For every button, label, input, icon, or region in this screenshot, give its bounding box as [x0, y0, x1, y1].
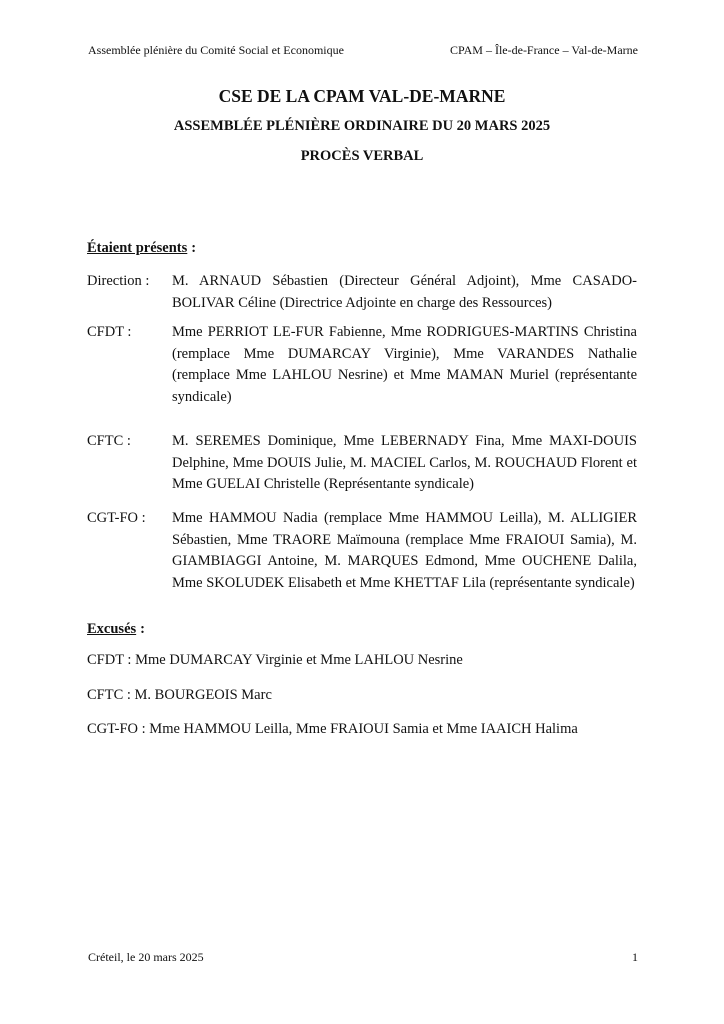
document-subtitle: ASSEMBLÉE PLÉNIÈRE ORDINAIRE DU 20 MARS 2025 — [173, 118, 551, 134]
attendee-entry-cftc — [87, 431, 637, 496]
attendee-entry-cfdt — [87, 322, 637, 408]
attendee-group-label: CFTC : — [87, 433, 131, 449]
footer-place-date: Créteil, le 20 mars 2025 — [88, 950, 204, 964]
presents-heading-label: Étaient présents — [87, 240, 188, 256]
document-title: CSE DE LA CPAM VAL-DE-MARNE — [218, 86, 506, 106]
excused-line-cgt-fo: CGT-FO : Mme HAMMOU Leilla, Mme FRAIOUI Samia et Mme IAAICH Halima — [87, 721, 578, 737]
excused-line-cfdt: CFDT : Mme DUMARCAY Virginie et Mme LAHLOU Nesrine — [87, 652, 463, 668]
excused-line-cftc: CFTC : M. BOURGEOIS Marc — [87, 687, 272, 703]
excuses-heading-label: Excusés — [87, 621, 137, 637]
attendee-list: M. ARNAUD Sébastien (Directeur Général Adjoint), Mme CASADO-BOLIVAR Céline (Directrice Adjointe en charge des Ressources) — [172, 273, 637, 311]
attendee-group-label: CGT-FO : — [87, 510, 146, 526]
presents-heading-colon: : — [191, 240, 197, 256]
attendee-entry-cgt-fo — [87, 508, 637, 594]
running-header-left: Assemblée plénière du Comité Social et Economique — [88, 43, 344, 57]
attendee-entry-direction — [87, 271, 637, 314]
page-number: 1 — [632, 950, 638, 964]
attendee-group-label: Direction : — [87, 273, 150, 289]
attendee-list: Mme PERRIOT LE-FUR Fabienne, Mme RODRIGUES-MARTINS Christina (remplace Mme DUMARCAY Virginie), Mme VARANDES Nathalie (remplace Mme LAHLOU Nesrine) et Mme MAMAN Muriel (représentante syndicale) — [172, 324, 637, 405]
attendee-list: Mme HAMMOU Nadia (remplace Mme HAMMOU Leilla), M. ALLIGIER Sébastien, Mme TRAORE Maïmouna (remplace Mme FRAIOUI Samia), M. GIAMBIAGGI Antoine, M. MARQUES Edmond, Mme OUCHENE Dalila, Mme SKOLUDEK Elisabeth et Mme KHETTAF Lila (représentante syndicale) — [172, 510, 637, 591]
running-header-right: CPAM – Île-de-France – Val-de-Marne — [450, 43, 638, 57]
excuses-heading — [87, 621, 145, 638]
document-type: PROCÈS VERBAL — [300, 148, 424, 164]
excuses-heading-colon: : — [140, 621, 145, 637]
attendee-group-label: CFDT : — [87, 324, 132, 340]
presents-heading — [87, 240, 196, 257]
attendee-list: M. SEREMES Dominique, Mme LEBERNADY Fina, Mme MAXI-DOUIS Delphine, Mme DOUIS Julie, M. MACIEL Carlos, M. ROUCHAUD Florent et Mme GUELAI Christelle (Représentante syndicale) — [172, 433, 637, 492]
